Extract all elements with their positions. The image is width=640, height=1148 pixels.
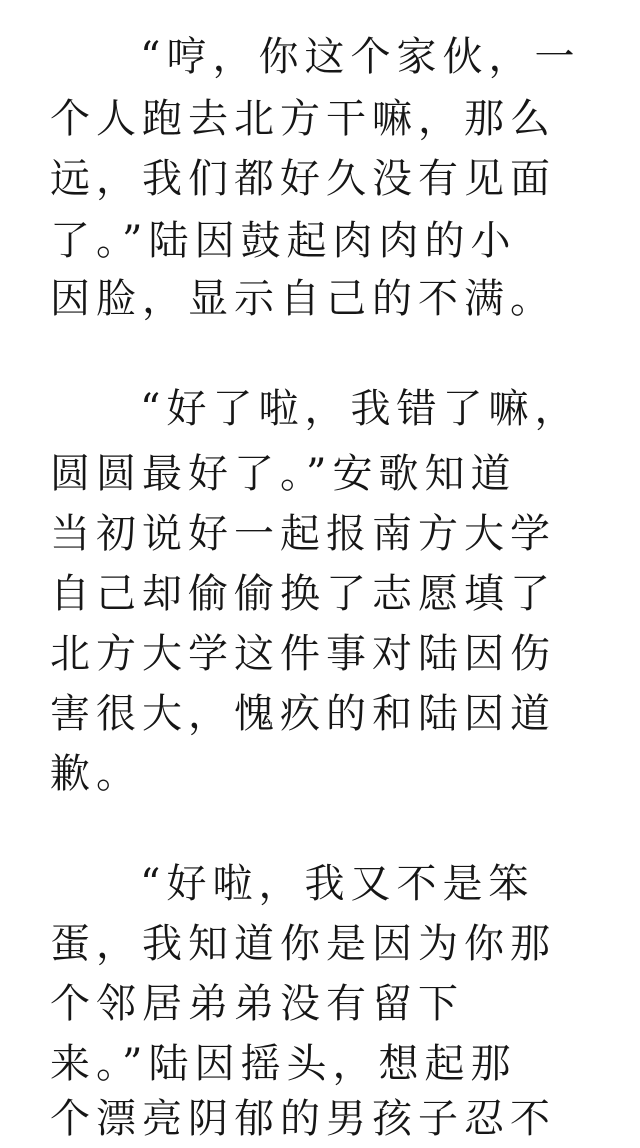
text-line: 当初说好一起报南方大学 [50,511,556,557]
text-line: 北方大学这件事对陆因伤 [50,631,556,677]
text-line: “好啦，我又不是笨 [140,861,535,907]
text-line: 个人跑去北方干嘛，那么 [50,96,556,142]
text-line: 自己却偷偷换了志愿填了 [50,571,556,617]
text-line: 了。”陆因鼓起肉肉的小 [50,218,517,264]
text-line: 蛋，我知道你是因为你那 [50,921,556,967]
text-line: 圆圆最好了。”安歌知道 [50,451,517,497]
text-line: “好了啦，我错了嘛， [140,386,581,432]
text-line: 因脸，显示自己的不满。 [50,276,556,322]
text-line: 歉。 [50,751,142,797]
text-line: 个邻居弟弟没有留下 [50,981,464,1027]
text-line: 远，我们都好久没有见面 [50,156,556,202]
text-line: 来。”陆因摇头，想起那 [50,1041,517,1087]
text-line: “哼，你这个家伙，一 [140,34,581,80]
text-line: 害很大，愧疚的和陆因道 [50,691,556,737]
text-line: 个漂亮阴郁的男孩子忍不 [50,1096,556,1142]
